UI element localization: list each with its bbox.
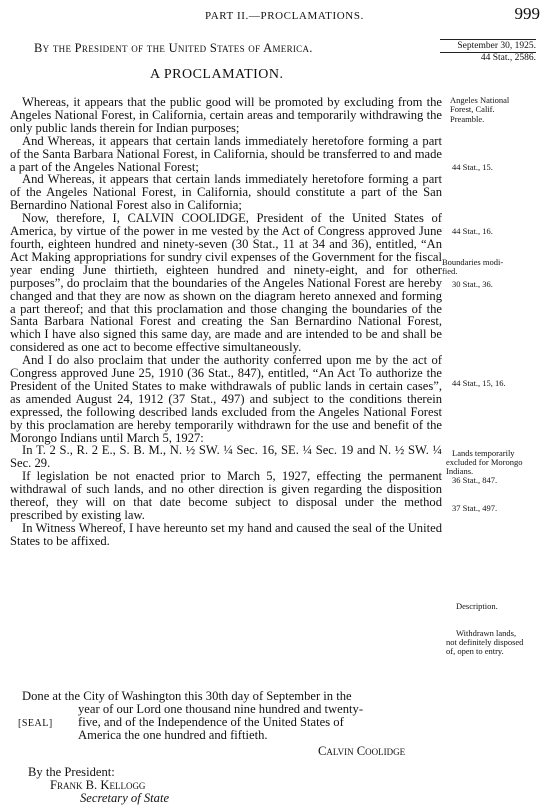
whereas-paragraph-1: Whereas, it appears that the public good will be promoted by excluding from the Angeles National Forest, in California, certain areas and temporarily withdrawing the only public lands therein for Indian purposes;	[10, 95, 442, 135]
sidenote-boundaries-2: fied.	[442, 266, 458, 276]
sidenote-44-stat-15: 44 Stat., 15.	[452, 162, 493, 172]
whereas-paragraph-2: And Whereas, it appears that certain lands immediately heretofore forming a part of the Santa Barbara National Forest, in California, should be transferred to and made a part of the Angeles National Forest;	[10, 133, 442, 174]
running-header: PART II.—PROCLAMATIONS.	[205, 10, 364, 22]
sidenote-withdrawn-1: Withdrawn lands,	[456, 628, 517, 638]
seal-mark: [SEAL]	[18, 718, 53, 729]
sidenote-withdrawn-3: of, open to entry.	[446, 646, 504, 656]
sidenote-36-stat-847: 36 Stat., 847.	[452, 475, 498, 485]
page-number: 999	[514, 4, 540, 23]
secretary-title: Secretary of State	[80, 791, 170, 805]
withdrawal-paragraph: And I do also proclaim that under the authority conferred upon me by the act of Congress approved June 25, 1910 (36 Stat., 847), entitled, “An Act To authorize the President of the United States to make withdrawals of public lands in certain cases”, as amended August 24, 1912 (37 Stat., 497) and subject to the conditions therein expressed, the following described lands excluded from the Angeles National Forest by this proclamation are hereby temporarily withdrawn for the use and benefit of the Morongo Indians until March 5, 1927:	[10, 353, 442, 445]
done-line-1: Done at the City of Washington this 30th day of September in the	[22, 689, 352, 703]
sidenote-37-stat-497: 37 Stat., 497.	[452, 503, 498, 513]
whereas-paragraph-3: And Whereas, it appears that certain lands immediately heretofore forming a part of the Angeles National Forest, in California, should constitute a part of the San Bernardino National Forest also in California;	[10, 172, 442, 213]
sidenote-boundaries-1: Boundaries modi-	[442, 257, 504, 267]
proclamation-body	[10, 96, 442, 548]
attestation-by: By the President:	[28, 765, 115, 779]
done-line-4: America the one hundred and fiftieth.	[78, 728, 268, 742]
byline: By the President of the United States of America.	[34, 41, 313, 55]
sidenote-lands-1: Lands temporarily	[452, 448, 515, 458]
statute-citation: 44 Stat., 2586.	[440, 52, 536, 64]
sidenote-withdrawn-2: not definitely disposed	[446, 637, 524, 647]
witness-paragraph: In Witness Whereof, I have hereunto set my hand and caused the seal of the United States to be affixed.	[10, 520, 442, 548]
sidenote-description: Description.	[456, 601, 498, 611]
sidenote-lands-3: Indians.	[446, 466, 474, 476]
sidenote-angeles-1: Angeles National	[450, 95, 510, 105]
sidenote-lands-2: excluded for Morongo	[446, 457, 523, 467]
sidenote-44-stat-16: 44 Stat., 16.	[452, 226, 493, 236]
proclamation-title: A PROCLAMATION.	[150, 67, 284, 82]
proclaim-paragraph: Now, therefore, I, CALVIN COOLIDGE, President of the United States of America, by virtue of the power in me vested by the Act of Congress approved June fourth, eighteen hundred and ninety-seven (30 Stat., 11 at 34 and 36), entitled, “An Act Making appropriations for sundry civil expenses of the Government for the fiscal year ending June thirtieth, eighteen hundred and ninety-eight, and for other purposes”, do proclaim that the boundaries of the Angeles National Forest are hereby changed and that they are now as shown on the diagram hereto annexed and forming a part thereof; and that this proclamation and those changing the boundaries of the Santa Barbara National Forest and creating the San Bernardino National Forest, which I have also signed this same day, are made and are intended to be and shall be considered as one act to become effective simultaneously.	[10, 211, 442, 355]
secretary-name: Frank B. Kellogg	[50, 778, 146, 792]
sidenote-30-stat-36: 30 Stat., 36.	[452, 279, 493, 289]
sidenote-44-stat-15-16: 44 Stat., 15, 16.	[452, 378, 506, 388]
president-signature: Calvin Coolidge	[318, 744, 406, 758]
date-citation-note	[440, 39, 536, 64]
land-description: In T. 2 S., R. 2 E., S. B. M., N. ½ SW. ¼ Sec. 16, SE. ¼ Sec. 19 and N. ½ SW. ¼ Sec. 29.	[10, 443, 442, 471]
sidenote-preamble: Preamble.	[450, 114, 485, 124]
proclamation-date: September 30, 1925.	[440, 39, 536, 52]
done-line-2: year of our Lord one thousand nine hundred and twenty-	[78, 702, 364, 716]
done-line-3: five, and of the Independence of the United States of	[78, 715, 344, 729]
sidenote-angeles-2: Forest, Calif.	[450, 104, 495, 114]
legislation-paragraph: If legislation be not enacted prior to March 5, 1927, effecting the permanent withdrawal of such lands, and no other direction is given regarding the disposition thereof, they will on that date become subject to disposal under the method prescribed by existing law.	[10, 469, 442, 522]
